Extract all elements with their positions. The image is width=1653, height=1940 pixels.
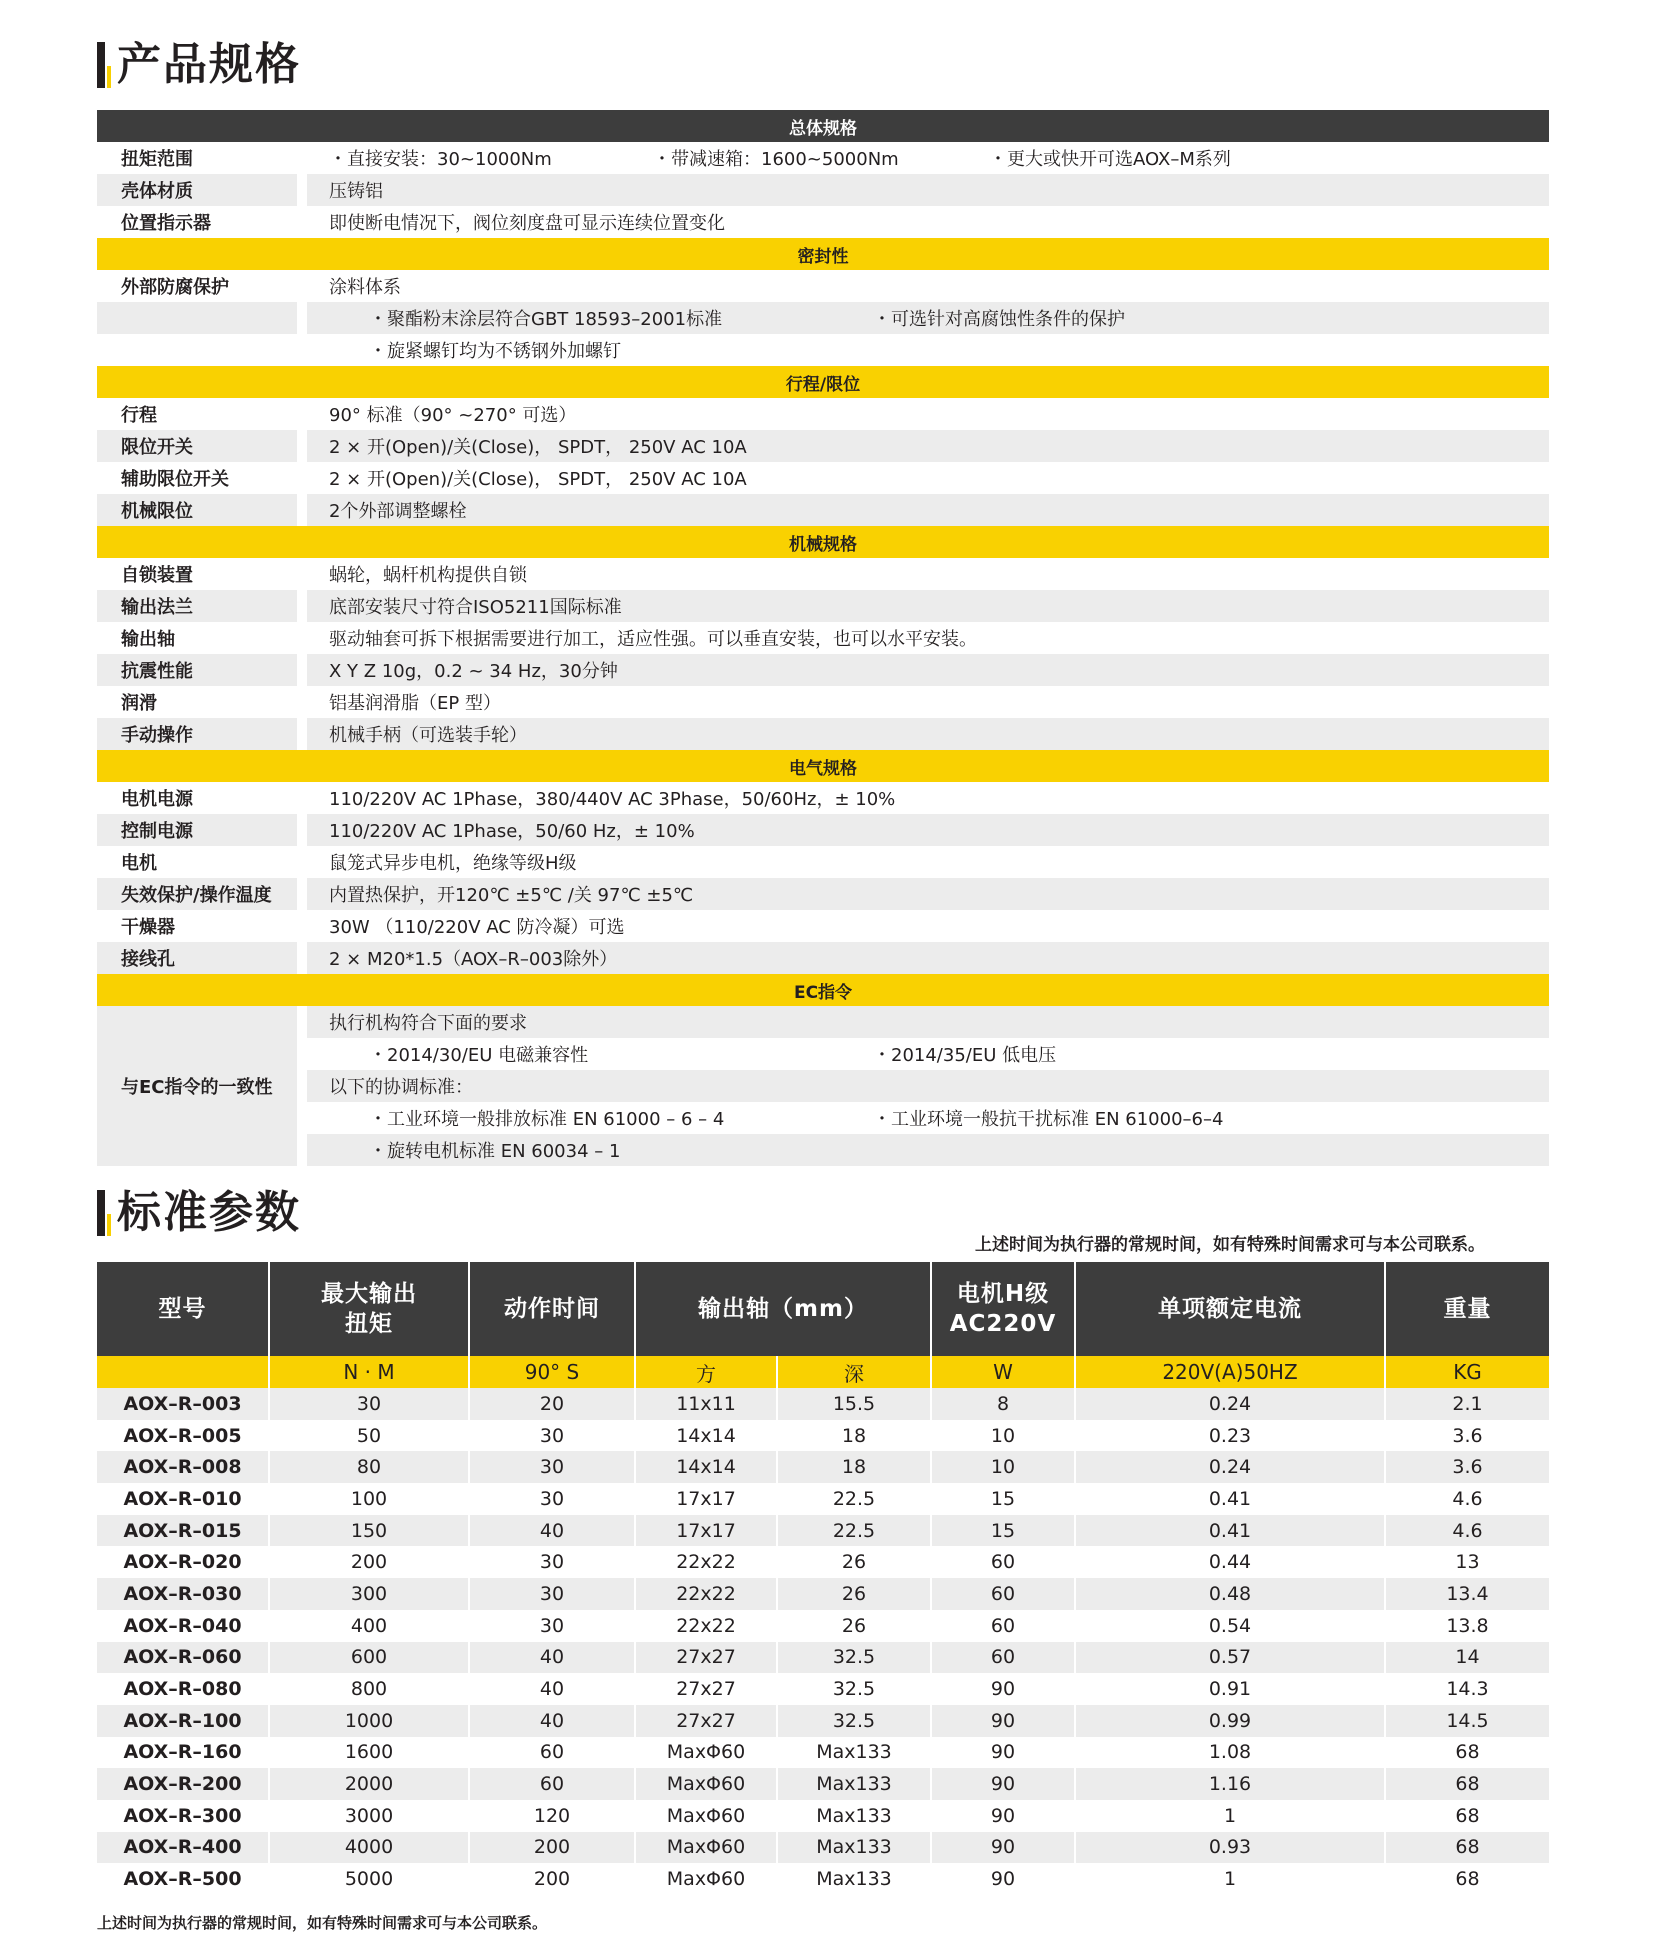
table-cell: 4.6 <box>1385 1515 1549 1547</box>
ec-emc: ・2014/30/EU 电磁兼容性 <box>369 1045 589 1066</box>
table-cell: MaxΦ60 <box>635 1737 777 1769</box>
spec-value: 内置热保护，开120℃ ±5℃ /关 97℃ ±5℃ <box>307 878 1549 910</box>
table-row <box>97 1673 1549 1705</box>
table-row <box>97 1863 1549 1895</box>
torque-optional: ・更大或快开可选AOX–M系列 <box>989 149 1231 170</box>
spec-row-limit <box>97 430 1549 462</box>
spec-value: 2 × 开(Open)/关(Close)， SPDT， 250V AC 10A <box>329 469 747 490</box>
table-cell: 60 <box>931 1546 1075 1578</box>
table-cell: 1.16 <box>1075 1768 1385 1800</box>
table-cell: AOX–R–300 <box>97 1800 269 1832</box>
param-table <box>97 1262 1549 1895</box>
ec-line: 以下的协调标准： <box>307 1070 1549 1102</box>
col-torque-line1: 最大输出 <box>321 1281 417 1307</box>
table-cell: 17x17 <box>635 1483 777 1515</box>
table-cell: AOX–R–015 <box>97 1515 269 1547</box>
unit-cell: 90° S <box>469 1356 635 1388</box>
table-cell: AOX–R–200 <box>97 1768 269 1800</box>
table-cell: 18 <box>777 1420 931 1452</box>
spec-row-flange <box>97 590 1549 622</box>
table-cell: 0.23 <box>1075 1420 1385 1452</box>
table-cell: 30 <box>269 1388 469 1420</box>
table-cell: MaxΦ60 <box>635 1832 777 1864</box>
header-elec <box>97 750 1549 782</box>
table-cell: Max133 <box>777 1800 931 1832</box>
table-cell: MaxΦ60 <box>635 1768 777 1800</box>
spec-key: 干燥器 <box>121 917 175 938</box>
header-general-label: 总体规格 <box>789 118 857 139</box>
spec-key: 壳体材质 <box>97 174 297 206</box>
table-row <box>97 1420 1549 1452</box>
table-cell: Max133 <box>777 1863 931 1895</box>
table-cell: 32.5 <box>777 1673 931 1705</box>
spec-value: 机械手柄（可选装手轮） <box>307 718 1549 750</box>
spec-row-corrosion-3 <box>97 334 1549 366</box>
unit-cell: 深 <box>777 1356 931 1388</box>
table-cell: 40 <box>469 1642 635 1674</box>
col-motor-line1: 电机H级 <box>956 1281 1050 1307</box>
spec-value <box>307 142 1549 174</box>
spec-row-cable <box>97 942 1549 974</box>
spec-key-empty <box>97 334 297 366</box>
table-cell: 13.8 <box>1446 1614 1489 1637</box>
table-cell: 400 <box>269 1610 469 1642</box>
table-cell: 120 <box>469 1800 635 1832</box>
col-shaft: 输出轴（mm） <box>635 1262 931 1356</box>
table-cell: 14.5 <box>1385 1705 1549 1737</box>
table-row <box>97 1451 1549 1483</box>
spec-key: 控制电源 <box>97 814 297 846</box>
table-cell: 27x27 <box>635 1642 777 1674</box>
section-title-text: 标准参数 <box>117 1187 301 1238</box>
spec-value: 2 × 开(Open)/关(Close)， SPDT， 250V AC 10A <box>307 430 1549 462</box>
col-motor-line2: AC220V <box>949 1311 1057 1337</box>
col-torque <box>269 1262 469 1356</box>
spec-value <box>307 302 1549 334</box>
table-cell: 68 <box>1455 1804 1480 1827</box>
table-cell: 1.08 <box>1075 1737 1385 1769</box>
col-current: 单项额定电流 <box>1075 1262 1385 1356</box>
table-cell: 0.41 <box>1075 1483 1385 1515</box>
table-cell: 30 <box>469 1610 635 1642</box>
corrosion-powder: ・聚酯粉末涂层符合GBT 18593–2001标准 <box>369 309 723 330</box>
table-cell: 30 <box>469 1578 635 1610</box>
table-cell: AOX–R–020 <box>97 1546 269 1578</box>
table-cell: 0.48 <box>1075 1578 1385 1610</box>
table-row <box>97 1578 1549 1610</box>
spec-key: 辅助限位开关 <box>121 469 229 490</box>
spec-table <box>97 110 1549 1166</box>
table-cell: 30 <box>469 1483 635 1515</box>
header-sealing <box>97 238 1549 270</box>
spec-key: 输出法兰 <box>97 590 297 622</box>
table-cell: MaxΦ60 <box>635 1800 777 1832</box>
table-cell: AOX–R–010 <box>97 1483 269 1515</box>
table-cell: 90 <box>931 1863 1075 1895</box>
title-bar-decoration <box>97 1190 105 1236</box>
table-cell: Max133 <box>777 1737 931 1769</box>
torque-direct: ・直接安装：30~1000Nm <box>329 149 552 170</box>
unit-cell <box>97 1356 269 1388</box>
table-cell: 1 <box>1075 1800 1385 1832</box>
header-elec-label: 电气规格 <box>789 758 857 779</box>
table-cell: 200 <box>469 1832 635 1864</box>
spec-key: 输出轴 <box>121 629 175 650</box>
spec-row-ec <box>97 1006 1549 1166</box>
spec-value: 底部安装尺寸符合ISO5211国际标准 <box>307 590 1549 622</box>
table-cell: 15 <box>931 1515 1075 1547</box>
spec-key: 限位开关 <box>97 430 297 462</box>
param-header-row <box>97 1262 1549 1356</box>
spec-key: 位置指示器 <box>121 213 211 234</box>
table-cell: 0.54 <box>1075 1610 1385 1642</box>
table-cell: 200 <box>269 1546 469 1578</box>
table-cell: 0.24 <box>1075 1388 1385 1420</box>
table-cell: 60 <box>931 1642 1075 1674</box>
section-title-specs <box>97 39 301 90</box>
table-cell: 68 <box>1455 1868 1480 1891</box>
spec-key: 与EC指令的一致性 <box>97 1006 297 1166</box>
table-cell: 80 <box>269 1451 469 1483</box>
spec-row-indicator <box>97 206 1549 238</box>
spec-row-shaft <box>97 622 1549 654</box>
spec-row-motor-power <box>97 782 1549 814</box>
table-cell: 32.5 <box>777 1642 931 1674</box>
header-general <box>97 110 1549 142</box>
spec-row-vibration <box>97 654 1549 686</box>
col-weight: 重量 <box>1385 1262 1549 1356</box>
spec-key: 电机 <box>121 853 157 874</box>
table-cell: AOX–R–060 <box>97 1642 269 1674</box>
spec-value: 90° 标准（90° ~270° 可选） <box>329 405 577 426</box>
spec-row-ctrl-power <box>97 814 1549 846</box>
spec-value: 涂料体系 <box>329 277 401 298</box>
spec-key: 外部防腐保护 <box>121 277 229 298</box>
table-row <box>97 1610 1549 1642</box>
table-cell: 60 <box>469 1737 635 1769</box>
table-cell: 800 <box>269 1673 469 1705</box>
table-cell: 1600 <box>269 1737 469 1769</box>
table-cell: 14 <box>1385 1642 1549 1674</box>
col-motor <box>931 1262 1075 1356</box>
table-cell: 5000 <box>269 1863 469 1895</box>
spec-row-torque <box>97 142 1549 174</box>
table-cell: 90 <box>931 1832 1075 1864</box>
table-cell: 27x27 <box>635 1705 777 1737</box>
table-row <box>97 1832 1549 1864</box>
table-cell: 22.5 <box>777 1515 931 1547</box>
table-cell: AOX–R–005 <box>97 1420 269 1452</box>
spec-value: 2 × M20*1.5（AOX–R–003除外） <box>307 942 1549 974</box>
table-cell: 40 <box>469 1705 635 1737</box>
table-cell: 3.6 <box>1452 1424 1483 1447</box>
table-cell: 20 <box>469 1388 635 1420</box>
col-model: 型号 <box>97 1262 269 1356</box>
header-travel <box>97 366 1549 398</box>
table-cell: AOX–R–500 <box>97 1863 269 1895</box>
spec-key: 机械限位 <box>97 494 297 526</box>
spec-key: 扭矩范围 <box>121 149 193 170</box>
spec-row-stroke <box>97 398 1549 430</box>
spec-row-corrosion <box>97 270 1549 302</box>
table-cell: MaxΦ60 <box>635 1863 777 1895</box>
note-bottom: 上述时间为执行器的常规时间，如有特殊时间需求可与本公司联系。 <box>97 1914 548 1932</box>
table-cell: 40 <box>469 1673 635 1705</box>
table-cell: 68 <box>1385 1832 1549 1864</box>
spec-value: 鼠笼式异步电机，绝缘等级H级 <box>329 853 577 874</box>
table-row <box>97 1768 1549 1800</box>
table-cell: 2.1 <box>1385 1388 1549 1420</box>
table-cell: AOX–R–080 <box>97 1673 269 1705</box>
unit-cell: 220V(A)50HZ <box>1075 1356 1385 1388</box>
table-cell: 40 <box>469 1515 635 1547</box>
table-cell: 15 <box>931 1483 1075 1515</box>
note-top: 上述时间为执行器的常规时间，如有特殊时间需求可与本公司联系。 <box>975 1235 1485 1255</box>
ec-emission: ・工业环境一般排放标准 EN 61000 – 6 – 4 <box>369 1109 725 1130</box>
header-mech-label: 机械规格 <box>789 534 857 555</box>
table-cell: Max133 <box>777 1768 931 1800</box>
table-cell: 300 <box>269 1578 469 1610</box>
spec-key: 行程 <box>121 405 157 426</box>
table-row <box>97 1546 1549 1578</box>
unit-cell: KG <box>1385 1356 1549 1388</box>
ec-immunity: ・工业环境一般抗干扰标准 EN 61000–6–4 <box>873 1109 1224 1130</box>
header-ec <box>97 974 1549 1006</box>
header-travel-label: 行程/限位 <box>785 374 861 395</box>
header-sealing-label: 密封性 <box>797 246 849 267</box>
table-cell: 90 <box>931 1673 1075 1705</box>
table-cell: 0.91 <box>1075 1673 1385 1705</box>
spec-key: 手动操作 <box>97 718 297 750</box>
table-cell: 22x22 <box>635 1610 777 1642</box>
corrosion-optional: ・可选针对高腐蚀性条件的保护 <box>873 309 1125 330</box>
table-cell: 15.5 <box>777 1388 931 1420</box>
table-cell: 60 <box>931 1610 1075 1642</box>
table-cell: 17x17 <box>635 1515 777 1547</box>
spec-key: 接线孔 <box>97 942 297 974</box>
spec-value: 30W （110/220V AC 防冷凝）可选 <box>329 917 625 938</box>
table-cell: AOX–R–030 <box>97 1578 269 1610</box>
spec-key: 抗震性能 <box>97 654 297 686</box>
table-cell: 32.5 <box>777 1705 931 1737</box>
table-cell: 10 <box>931 1420 1075 1452</box>
unit-cell: W <box>931 1356 1075 1388</box>
spec-key-empty <box>97 302 297 334</box>
ec-line <box>307 1102 1549 1134</box>
spec-row-failsafe <box>97 878 1549 910</box>
table-cell: 1 <box>1075 1863 1385 1895</box>
section-title-text: 产品规格 <box>117 39 301 90</box>
table-cell: 26 <box>777 1578 931 1610</box>
col-torque-line2: 扭矩 <box>345 1311 393 1337</box>
table-cell: 4000 <box>269 1832 469 1864</box>
ec-line: ・旋转电机标准 EN 60034 – 1 <box>307 1134 1549 1166</box>
table-cell: 150 <box>269 1515 469 1547</box>
table-cell: 18 <box>777 1451 931 1483</box>
table-row <box>97 1515 1549 1547</box>
table-cell: 90 <box>931 1800 1075 1832</box>
table-cell: 2000 <box>269 1768 469 1800</box>
table-cell: AOX–R–160 <box>97 1737 269 1769</box>
table-cell: 14.3 <box>1446 1678 1489 1701</box>
spec-key: 失效保护/操作温度 <box>97 878 297 910</box>
table-row <box>97 1800 1549 1832</box>
table-cell: 0.99 <box>1075 1705 1385 1737</box>
spec-key: 自锁装置 <box>121 565 193 586</box>
table-cell: 30 <box>469 1546 635 1578</box>
spec-row-corrosion-2 <box>97 302 1549 334</box>
param-unit-row <box>97 1356 1549 1388</box>
spec-row-aux-limit <box>97 462 1549 494</box>
param-body <box>97 1388 1549 1895</box>
table-cell: 100 <box>269 1483 469 1515</box>
spec-value: 2个外部调整螺栓 <box>307 494 1549 526</box>
table-cell: 4.6 <box>1452 1487 1483 1510</box>
table-cell: 27x27 <box>635 1673 777 1705</box>
table-cell: 50 <box>269 1420 469 1452</box>
table-cell: AOX–R–400 <box>97 1832 269 1864</box>
torque-gearbox: ・带减速箱：1600~5000Nm <box>653 149 899 170</box>
spec-value: 110/220V AC 1Phase，50/60 Hz，± 10% <box>307 814 1549 846</box>
ec-line <box>307 1038 1549 1070</box>
ec-lowvoltage: ・2014/35/EU 低电压 <box>873 1045 1057 1066</box>
unit-cell: N · M <box>269 1356 469 1388</box>
spec-value: 驱动轴套可拆下根据需要进行加工，适应性强。可以垂直安装，也可以水平安装。 <box>329 629 977 650</box>
table-cell: 1000 <box>269 1705 469 1737</box>
table-row <box>97 1642 1549 1674</box>
table-cell: 14x14 <box>635 1420 777 1452</box>
table-cell: 3.6 <box>1385 1451 1549 1483</box>
spec-row-manual <box>97 718 1549 750</box>
col-time: 动作时间 <box>469 1262 635 1356</box>
table-cell: 22x22 <box>635 1546 777 1578</box>
table-cell: Max133 <box>777 1832 931 1864</box>
table-cell: 8 <box>931 1388 1075 1420</box>
table-cell: AOX–R–040 <box>97 1610 269 1642</box>
spec-key: 电机电源 <box>121 789 193 810</box>
spec-row-motor <box>97 846 1549 878</box>
table-row <box>97 1737 1549 1769</box>
table-row <box>97 1483 1549 1515</box>
header-ec-label: EC指令 <box>793 982 853 1003</box>
spec-value: 压铸铝 <box>307 174 1549 206</box>
table-row <box>97 1705 1549 1737</box>
table-cell: 600 <box>269 1642 469 1674</box>
table-cell: 22.5 <box>777 1483 931 1515</box>
table-cell: 0.57 <box>1075 1642 1385 1674</box>
spec-value: 110/220V AC 1Phase，380/440V AC 3Phase，50/60Hz，± 10% <box>329 789 896 810</box>
table-cell: 0.41 <box>1075 1515 1385 1547</box>
table-cell: 90 <box>931 1737 1075 1769</box>
table-row <box>97 1388 1549 1420</box>
spec-value: 铝基润滑脂（EP 型） <box>329 693 501 714</box>
table-cell: 3000 <box>269 1800 469 1832</box>
spec-row-housing <box>97 174 1549 206</box>
table-cell: 22x22 <box>635 1578 777 1610</box>
table-cell: AOX–R–100 <box>97 1705 269 1737</box>
table-cell: 200 <box>469 1863 635 1895</box>
table-cell: 0.44 <box>1075 1546 1385 1578</box>
table-cell: 13 <box>1455 1551 1480 1574</box>
spec-value: 蜗轮，蜗杆机构提供自锁 <box>329 565 527 586</box>
table-cell: 13.4 <box>1385 1578 1549 1610</box>
table-cell: 0.93 <box>1075 1832 1385 1864</box>
section-title-params <box>97 1187 301 1238</box>
title-bar-decoration <box>97 42 105 88</box>
spec-row-lube <box>97 686 1549 718</box>
table-cell: 68 <box>1385 1768 1549 1800</box>
table-cell: 90 <box>931 1768 1075 1800</box>
table-cell: 60 <box>469 1768 635 1800</box>
table-cell: 10 <box>931 1451 1075 1483</box>
table-cell: 60 <box>931 1578 1075 1610</box>
table-cell: 14x14 <box>635 1451 777 1483</box>
table-cell: 26 <box>777 1610 931 1642</box>
spec-row-heater <box>97 910 1549 942</box>
table-cell: 30 <box>469 1451 635 1483</box>
ec-line: 执行机构符合下面的要求 <box>307 1006 1549 1038</box>
spec-row-mech-limit <box>97 494 1549 526</box>
spec-value: 即使断电情况下，阀位刻度盘可显示连续位置变化 <box>329 213 725 234</box>
header-mech <box>97 526 1549 558</box>
unit-cell: 方 <box>635 1356 777 1388</box>
spec-value: ・旋紧螺钉均为不锈钢外加螺钉 <box>369 341 621 362</box>
table-cell: 11x11 <box>635 1388 777 1420</box>
table-cell: 0.24 <box>1075 1451 1385 1483</box>
table-cell: 26 <box>777 1546 931 1578</box>
table-cell: 30 <box>469 1420 635 1452</box>
table-cell: 90 <box>931 1705 1075 1737</box>
spec-key: 润滑 <box>121 693 157 714</box>
table-cell: AOX–R–003 <box>97 1388 269 1420</box>
table-cell: 68 <box>1455 1741 1480 1764</box>
spec-row-selflock <box>97 558 1549 590</box>
spec-value: X Y Z 10g，0.2 ~ 34 Hz，30分钟 <box>307 654 1549 686</box>
table-cell: AOX–R–008 <box>97 1451 269 1483</box>
ec-values <box>307 1006 1549 1166</box>
